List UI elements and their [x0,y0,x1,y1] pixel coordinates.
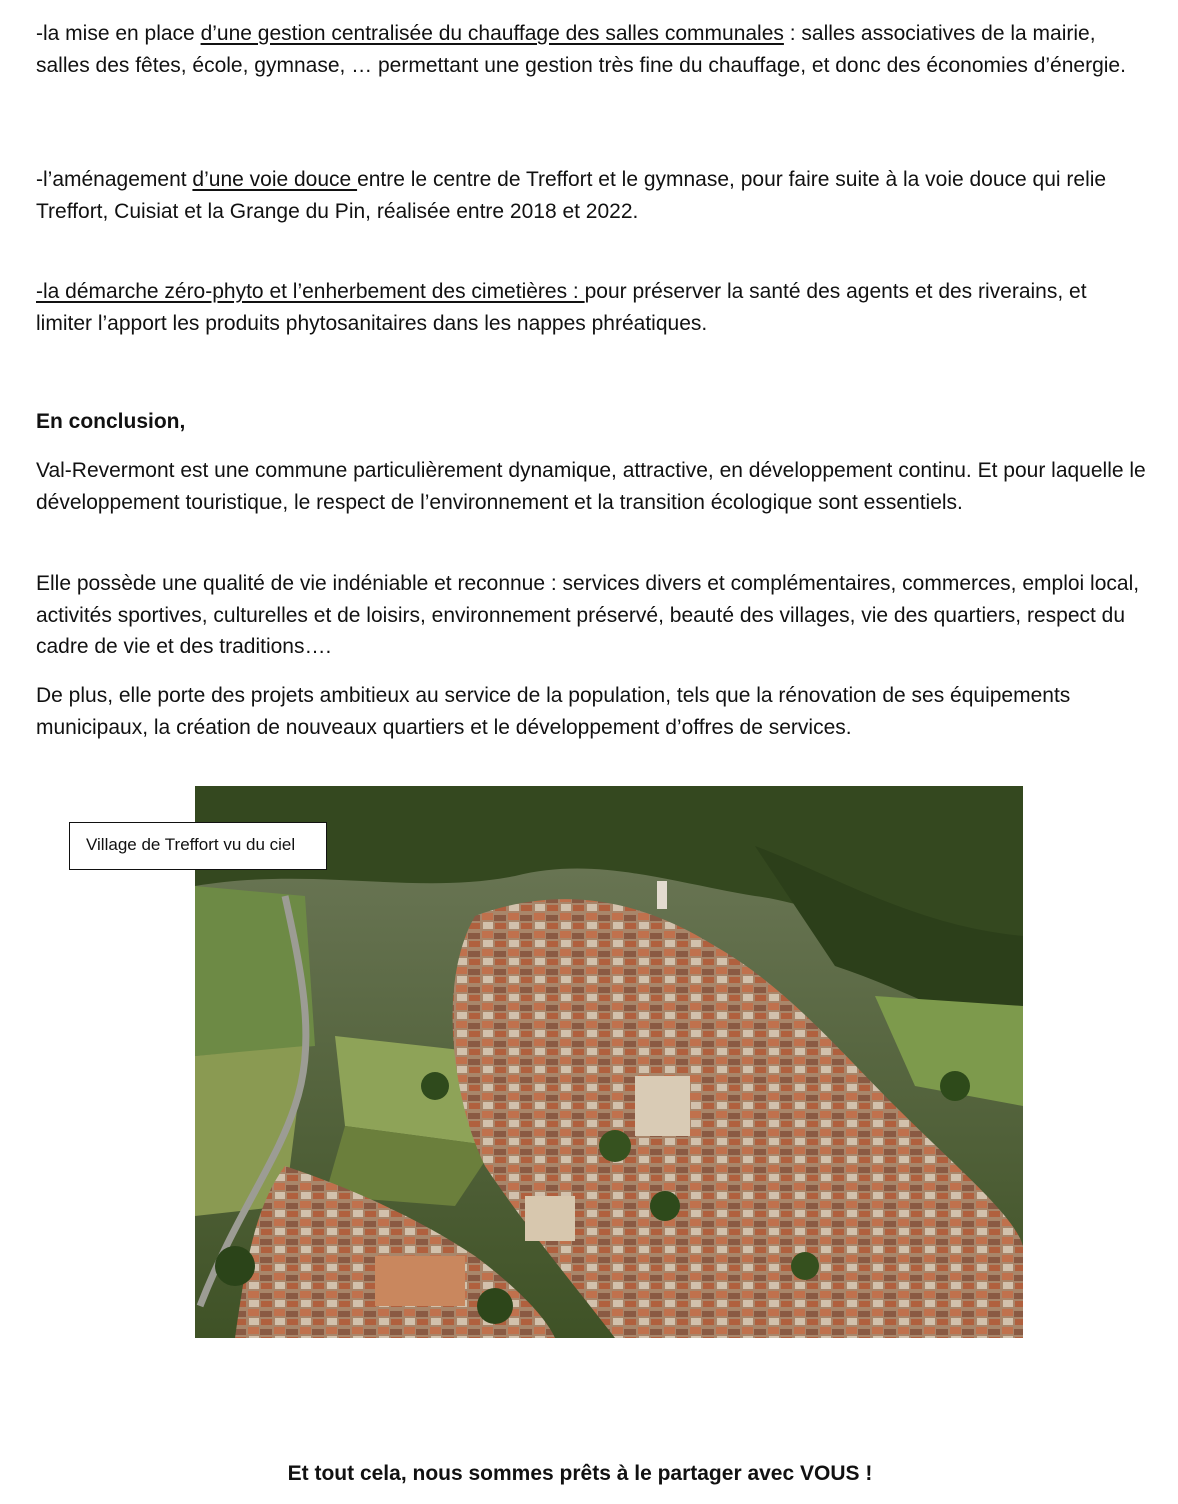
bullet-heating-highlight: d’une gestion centralisée du chauffage des salles communales [200,22,784,45]
closing-statement: Et tout cela, nous sommes prêts à le partager avec VOUS ! [287,1462,873,1485]
bullet-greenway-lead: -l’aménagement [36,168,193,191]
bullet-heating-lead: -la mise en place [36,22,201,45]
conclusion-paragraph-1: Val-Revermont est une commune particulièrement dynamique, attractive, en développement continu. Et pour laquelle le développement touristique, le respect de l’environnement et la transition écologique sont essentiels. [36,459,1146,514]
conclusion-paragraph-3: De plus, elle porte des projets ambitieux au service de la population, tels que la rénovation de ses équipements municipaux, la création de nouveaux quartiers et le développement d’offres de services. [36,684,1071,739]
bullet-zero-phyto-highlight: -la démarche zéro-phyto et l’enherbement des cimetières : [36,280,585,303]
bullet-heating [36,18,1146,81]
bullet-greenway [36,164,1146,227]
bullet-zero-phyto-text: pour préserver la santé des agents et des riverains, et limiter l’apport les produits phytosanitaires dans les nappes phréatiques. [36,280,1087,335]
conclusion-heading: En conclusion, [36,410,186,433]
bullet-greenway-text: entre le centre de Treffort et le gymnase, pour faire suite à la voie douce qui relie Treffort, Cuisiat et la Grange du Pin, réalisée entre 2018 et 2022. [36,168,1107,223]
bullet-heating-text: : salles associatives de la mairie, salles des fêtes, école, gymnase, … permettant une gestion très fine du chauffage, et donc des économies d’énergie. [36,22,1126,77]
photo-caption: Village de Treffort vu du ciel [69,822,327,870]
bullet-greenway-highlight: d’une voie douce [192,168,358,191]
conclusion-paragraph-2: Elle possède une qualité de vie indéniable et reconnue : services divers et complémentaires, commerces, emploi local, activités sportives, culturelles et de loisirs, environnement préservé, beauté des villages, vie des quartiers, respect du cadre de vie et des traditions…. [36,572,1140,658]
bullet-zero-phyto [36,276,1146,339]
